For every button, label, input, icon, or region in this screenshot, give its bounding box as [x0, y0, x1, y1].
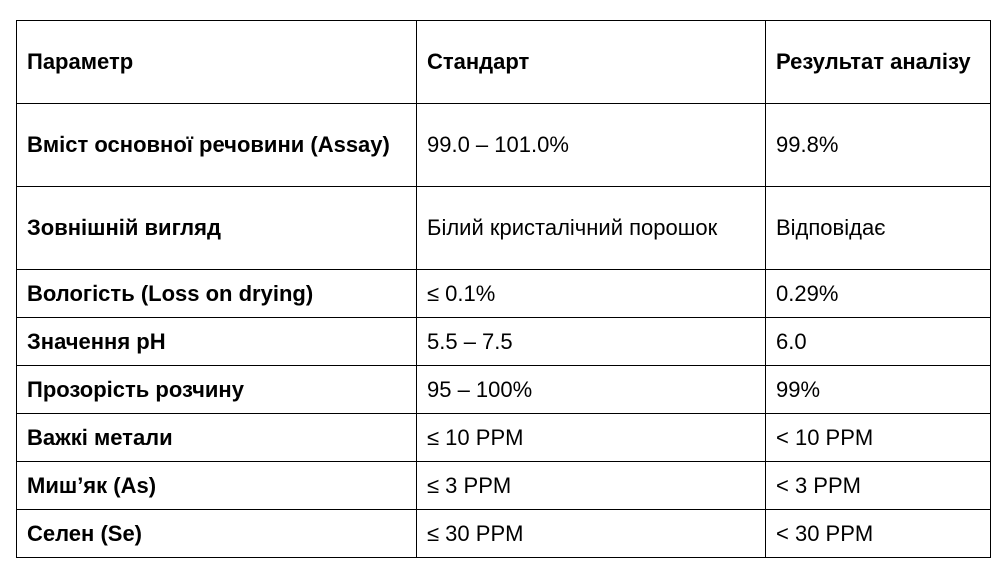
cell-parameter: Миш’як (As): [17, 462, 417, 510]
table-row: [17, 318, 991, 366]
cell-parameter: Значення pH: [17, 318, 417, 366]
cell-result: 99.8%: [766, 104, 991, 187]
cell-standard: 95 – 100%: [417, 366, 766, 414]
cell-result: < 10 PPM: [766, 414, 991, 462]
cell-standard: ≤ 30 PPM: [417, 510, 766, 558]
cell-result: 6.0: [766, 318, 991, 366]
table-row: [17, 366, 991, 414]
cell-standard: ≤ 10 PPM: [417, 414, 766, 462]
cell-standard: 99.0 – 101.0%: [417, 104, 766, 187]
table-header-row: [17, 21, 991, 104]
table-row: [17, 510, 991, 558]
cell-standard: Білий кристалічний порошок: [417, 187, 766, 270]
header-parameter: Параметр: [17, 21, 417, 104]
cell-parameter: Зовнішній вигляд: [17, 187, 417, 270]
cell-result: < 30 PPM: [766, 510, 991, 558]
cell-parameter: Вологість (Loss on drying): [17, 270, 417, 318]
cell-result: Відповідає: [766, 187, 991, 270]
analysis-table-container: [16, 20, 990, 558]
header-standard: Стандарт: [417, 21, 766, 104]
cell-parameter: Прозорість розчину: [17, 366, 417, 414]
cell-standard: 5.5 – 7.5: [417, 318, 766, 366]
table-row: [17, 187, 991, 270]
cell-result: 0.29%: [766, 270, 991, 318]
header-result: Результат аналізу: [766, 21, 991, 104]
cell-result: < 3 PPM: [766, 462, 991, 510]
cell-standard: ≤ 3 PPM: [417, 462, 766, 510]
table-row: [17, 104, 991, 187]
table-row: [17, 462, 991, 510]
cell-parameter: Важкі метали: [17, 414, 417, 462]
cell-result: 99%: [766, 366, 991, 414]
cell-parameter: Селен (Se): [17, 510, 417, 558]
analysis-table: [16, 20, 991, 558]
table-row: [17, 414, 991, 462]
cell-standard: ≤ 0.1%: [417, 270, 766, 318]
table-row: [17, 270, 991, 318]
cell-parameter: Вміст основної речовини (Assay): [17, 104, 417, 187]
